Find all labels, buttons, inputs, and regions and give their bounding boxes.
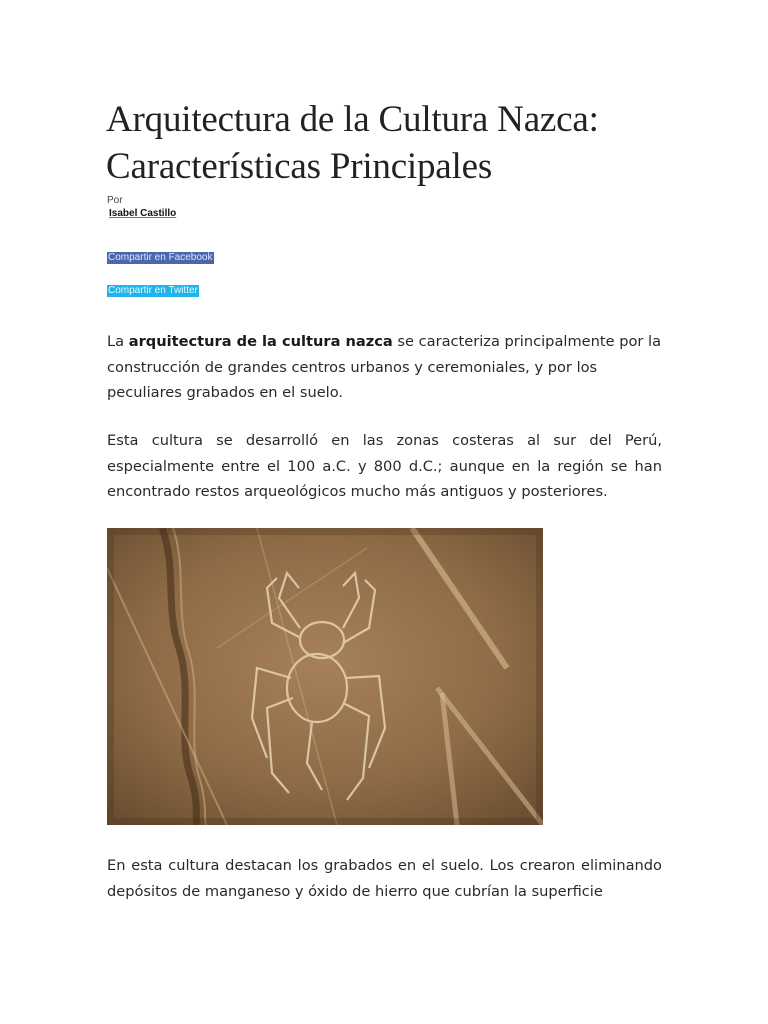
intro-prefix: La [107,333,129,350]
intro-paragraph [107,329,662,406]
geoglyphs-paragraph: En esta cultura destacan los grabados en el suelo. Los crearon eliminando depósitos de manganeso y óxido de hierro que cubrían la superficie [107,857,662,900]
intro-bold-term: arquitectura de la cultura nazca [128,333,393,350]
history-paragraph: Esta cultura se desarrolló en las zonas costeras al sur del Perú, especialmente entre el 100 a.C. y 800 d.C.; aunque en la región se han encontrado restos arqueológicos mucho más antiguos y posteriores. [107,432,662,500]
share-facebook-button[interactable]: Compartir en Facebook [108,252,213,263]
author-link[interactable]: Isabel Castillo [109,208,177,219]
article-title-line-1: Arquitectura de la Cultura Nazca: [106,99,599,140]
byline-label: Por [107,195,123,206]
intro-rest: se caracteriza principalmente por la construcción de grandes centros urbanos y ceremoniales, y por los peculiares grabados en el suelo. [107,333,662,401]
article-title [106,96,686,190]
article-title-line-2: Características Principales [106,146,493,187]
share-twitter-button[interactable]: Compartir en Twitter [108,285,198,296]
nazca-spider-photo [107,528,543,825]
